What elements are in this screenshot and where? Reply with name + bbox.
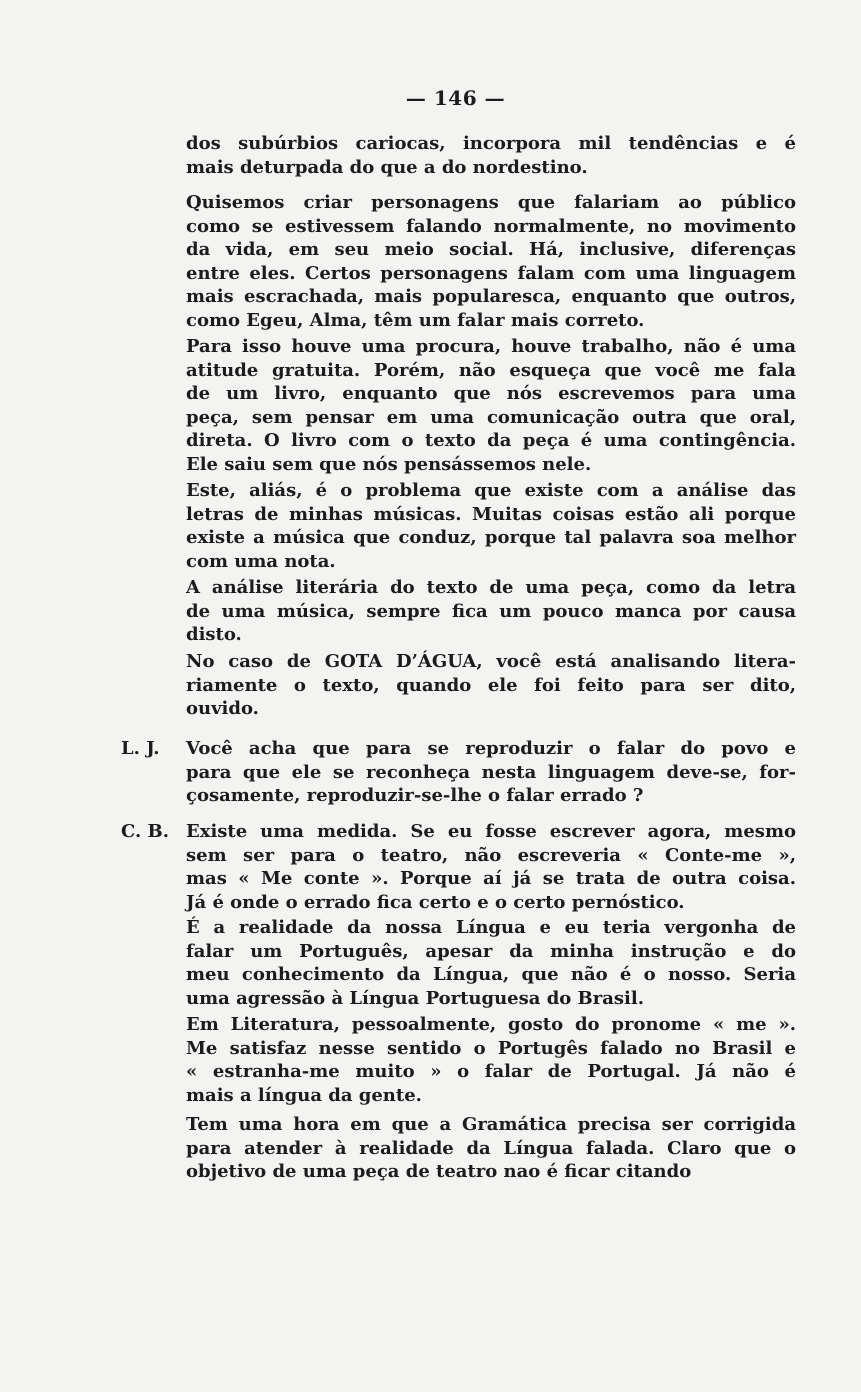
text-line: uma agressão à Língua Portuguesa do Brasil. — [186, 987, 644, 1009]
text-line: dos subúrbios cariocas, incorpora mil tendências e é — [186, 133, 796, 154]
text-line: de uma música, sempre fica um pouco manca por causa — [186, 600, 796, 622]
text-line: como Egeu, Alma, têm um falar mais correto. — [186, 309, 645, 331]
text-line: Já é onde o errado fica certo e o certo pernóstico. — [186, 891, 685, 913]
paragraph — [186, 820, 796, 914]
text-line: peça, sem pensar em uma comunicação outra que oral, — [186, 406, 796, 428]
text-line: da vida, em seu meio social. Há, inclusive, diferenças — [186, 239, 796, 260]
text-line: A análise literária do texto de uma peça, como da letra — [186, 577, 796, 598]
text-line: Você acha que para se reproduzir o falar do povo e — [186, 738, 796, 759]
text-line: riamente o texto, quando ele foi feito para ser dito, — [186, 674, 796, 696]
text-line: como se estivessem falando normalmente, no movimento — [186, 215, 796, 237]
paragraph — [186, 1013, 796, 1107]
text-line: çosamente, reproduzir-se-lhe o falar errado ? — [186, 785, 644, 806]
text-line: para atender à realidade da Língua falada. Claro que o — [186, 1137, 796, 1159]
text-line: « estranha-me muito » o falar de Portugal. Já não é — [186, 1061, 796, 1082]
text-line: Para isso houve uma procura, houve trabalho, não é uma — [186, 336, 796, 357]
speaker-label: C. B. — [121, 821, 170, 842]
text-line: Existe uma medida. Se eu fosse escrever agora, mesmo — [186, 821, 796, 842]
text-line: existe a música que conduz, porque tal palavra soa melhor — [186, 527, 796, 548]
text-line: Ele saiu sem que nós pensássemos nele. — [186, 453, 592, 475]
paragraph — [186, 737, 796, 808]
page-number: — 146 — — [405, 86, 506, 110]
paragraph — [186, 191, 796, 332]
text-line: mais deturpada do que a do nordestino. — [186, 156, 588, 178]
text-line: com uma nota. — [186, 550, 336, 572]
paragraph — [186, 576, 796, 647]
text-line: ouvido. — [186, 698, 259, 719]
text-line: sem ser para o teatro, não escreveria « Conte-me », — [186, 844, 796, 866]
paragraph — [186, 132, 796, 179]
text-line: No caso de GOTA D’ÁGUA, você está analisando litera- — [186, 651, 796, 672]
text-line: mais escrachada, mais popularesca, enquanto que outros, — [186, 286, 796, 307]
text-line: de um livro, enquanto que nós escrevemos para uma — [186, 383, 796, 404]
text-line: entre eles. Certos personagens falam com uma linguagem — [186, 262, 796, 284]
text-line: Este, aliás, é o problema que existe com a análise das — [186, 480, 796, 501]
text-line: É a realidade da nossa Língua e eu teria vergonha de — [186, 917, 796, 938]
text-line: para que ele se reconheça nesta linguagem deve-se, for- — [186, 761, 796, 783]
paragraph — [186, 479, 796, 573]
text-line: atitude gratuita. Porém, não esqueça que você me fala — [186, 359, 796, 381]
text-line: Quisemos criar personagens que falariam ao público — [186, 192, 796, 213]
text-line: falar um Português, apesar da minha instrução e do — [186, 940, 796, 962]
text-line: mais a língua da gente. — [186, 1084, 422, 1106]
text-line: direta. O livro com o texto da peça é uma contingência. — [186, 430, 796, 451]
text-line: Em Literatura, pessoalmente, gosto do pronome « me ». — [186, 1014, 796, 1035]
paragraph — [186, 335, 796, 476]
paragraph — [186, 916, 796, 1010]
text-line: Tem uma hora em que a Gramática precisa ser corrigida — [186, 1114, 796, 1135]
text-line: objetivo de uma peça de teatro nao é ficar citando — [186, 1161, 692, 1182]
speaker-label: L. J. — [121, 738, 160, 759]
text-line: letras de minhas músicas. Muitas coisas estão ali porque — [186, 503, 796, 525]
paragraph — [186, 650, 796, 721]
text-line: meu conhecimento da Língua, que não é o nosso. Seria — [186, 964, 796, 985]
paragraph — [186, 1113, 796, 1184]
text-line: disto. — [186, 624, 242, 645]
text-line: mas « Me conte ». Porque aí já se trata de outra coisa. — [186, 868, 796, 889]
text-line: Me satisfaz nesse sentido o Portugês falado no Brasil e — [186, 1037, 796, 1059]
